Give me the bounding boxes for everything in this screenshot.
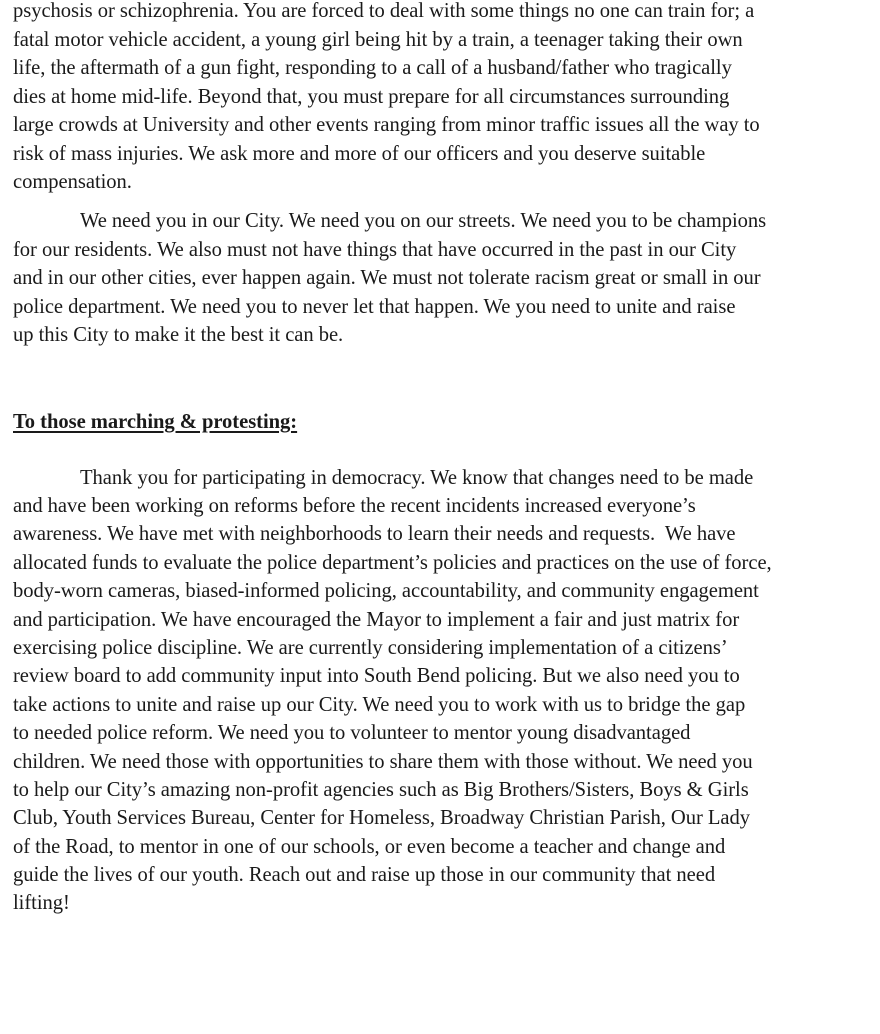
paragraph-3-line-9: take actions to unite and raise up our City. We need you to work with us to bridge the gap [13,694,746,716]
paragraph-3-line-2: and have been working on reforms before the recent incidents increased everyone’s [13,495,696,517]
paragraph-1-line-3: life, the aftermath of a gun fight, responding to a call of a husband/father who tragically [13,57,732,79]
paragraph-2-line-2: for our residents. We also must not have things that have occurred in the past in our City [13,239,737,261]
paragraph-3-line-7: exercising police discipline. We are currently considering implementation of a citizens’ [13,637,728,659]
paragraph-3-line-11: children. We need those with opportunities to share them with those without. We need you [13,751,753,773]
paragraph-3-line-13: Club, Youth Services Bureau, Center for Homeless, Broadway Christian Parish, Our Lady [13,807,751,829]
paragraph-1-line-2: fatal motor vehicle accident, a young girl being hit by a train, a teenager taking their own [13,29,743,51]
paragraph-1-line-1: psychosis or schizophrenia. You are forced to deal with some things no one can train for; a [13,0,755,22]
paragraph-3-line-4: allocated funds to evaluate the police department’s policies and practices on the use of force, [13,552,772,574]
paragraph-2-line-3: and in our other cities, ever happen again. We must not tolerate racism great or small in our [13,267,761,289]
section-heading: To those marching & protesting: [13,411,298,433]
paragraph-3-line-16: lifting! [13,892,70,914]
paragraph-3-line-15: guide the lives of our youth. Reach out and raise up those in our community that need [13,864,716,886]
paragraph-3-line-10: to needed police reform. We need you to volunteer to mentor young disadvantaged [13,722,691,744]
paragraph-3-line-3: awareness. We have met with neighborhoods to learn their needs and requests. We have [13,523,736,545]
paragraph-1-line-4: dies at home mid-life. Beyond that, you must prepare for all circumstances surrounding [13,86,730,108]
paragraph-2-line-4: police department. We need you to never let that happen. We you need to unite and raise [13,296,736,318]
paragraph-3-line-5: body-worn cameras, biased-informed policing, accountability, and community engagement [13,580,759,602]
paragraph-2-line-1: We need you in our City. We need you on our streets. We need you to be champions [80,210,767,232]
paragraph-3-line-12: to help our City’s amazing non-profit agencies such as Big Brothers/Sisters, Boys & Girls [13,779,749,801]
paragraph-1-line-5: large crowds at University and other events ranging from minor traffic issues all the way to [13,114,760,136]
paragraph-3-line-14: of the Road, to mentor in one of our schools, or even become a teacher and change and [13,836,726,858]
paragraph-3-line-8: review board to add community input into South Bend policing. But we also need you to [13,665,740,687]
paragraph-3-line-6: and participation. We have encouraged the Mayor to implement a fair and just matrix for [13,609,740,631]
paragraph-3-line-1: Thank you for participating in democracy. We know that changes need to be made [80,467,754,489]
paragraph-1-line-6: risk of mass injuries. We ask more and more of our officers and you deserve suitable [13,143,706,165]
paragraph-1-line-7: compensation. [13,171,132,193]
paragraph-2-line-5: up this City to make it the best it can be. [13,324,344,346]
